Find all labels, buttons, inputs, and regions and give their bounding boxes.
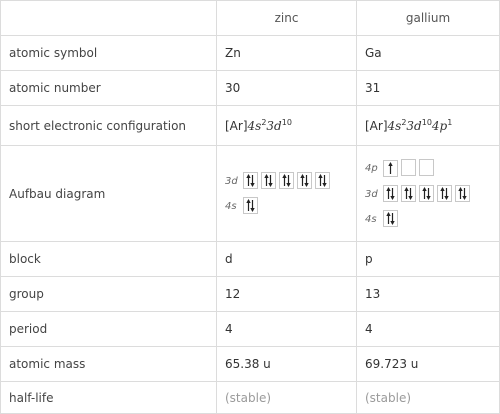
electron-arrows-icon bbox=[385, 186, 396, 201]
orbital-box-up-down bbox=[437, 185, 452, 202]
orbital-label: 4p bbox=[365, 163, 378, 174]
gallium-config bbox=[357, 106, 500, 146]
orbital-boxes bbox=[243, 197, 261, 216]
spin-down-arrow bbox=[322, 183, 326, 187]
spin-up-arrow bbox=[386, 212, 390, 216]
header-empty-cell bbox=[1, 1, 217, 36]
gallium-p-count: 1 bbox=[447, 117, 453, 127]
spin-down-arrow bbox=[444, 196, 448, 200]
spin-down-arrow bbox=[462, 196, 466, 200]
zinc-s-count: 2 bbox=[261, 117, 267, 127]
gallium-value: 13 bbox=[357, 277, 500, 312]
zinc-value: d bbox=[217, 242, 357, 277]
electron-arrows-icon bbox=[245, 173, 256, 188]
gallium-core: [Ar] bbox=[365, 118, 388, 133]
spin-down-arrow bbox=[268, 183, 272, 187]
table-row bbox=[1, 277, 500, 312]
table-row bbox=[1, 36, 500, 71]
gallium-value: 69.723 u bbox=[357, 347, 500, 382]
spin-down-arrow bbox=[426, 196, 430, 200]
table-row bbox=[1, 312, 500, 347]
zinc-value: 12 bbox=[217, 277, 357, 312]
zinc-s-shell: 4s bbox=[247, 118, 262, 133]
zinc-value: Zn bbox=[217, 36, 357, 71]
orbital-box-up-down bbox=[261, 172, 276, 189]
zinc-config bbox=[217, 106, 357, 146]
spin-up-arrow bbox=[422, 187, 426, 191]
spin-up-arrow bbox=[388, 162, 392, 166]
orbital-box-up-down bbox=[279, 172, 294, 189]
gallium-s-shell: 4s bbox=[387, 118, 402, 133]
electron-arrows-icon bbox=[317, 173, 328, 188]
electron-arrows-icon bbox=[245, 198, 256, 213]
spin-down-arrow bbox=[390, 221, 394, 225]
spin-up-arrow bbox=[440, 187, 444, 191]
aufbau-row bbox=[1, 146, 500, 242]
gallium-d-count: 10 bbox=[421, 117, 432, 127]
spin-down-arrow bbox=[390, 196, 394, 200]
orbital-box-up bbox=[383, 160, 398, 177]
electron-arrows-icon bbox=[385, 161, 396, 176]
orbital-boxes bbox=[383, 159, 437, 179]
spin-up-arrow bbox=[246, 174, 250, 178]
orbital-label: 3d bbox=[365, 188, 378, 200]
spin-up-arrow bbox=[386, 187, 390, 191]
spin-up-arrow bbox=[300, 174, 304, 178]
spin-up-arrow bbox=[282, 174, 286, 178]
zinc-value: 4 bbox=[217, 312, 357, 347]
orbital-box-empty bbox=[401, 159, 416, 176]
orbital-row bbox=[365, 159, 491, 179]
orbital-box-up-down bbox=[243, 197, 258, 214]
row-label: block bbox=[1, 242, 217, 277]
orbital-boxes bbox=[243, 172, 333, 191]
table-row bbox=[1, 382, 500, 414]
row-label: period bbox=[1, 312, 217, 347]
orbital-box-up-down bbox=[383, 210, 398, 227]
zinc-core: [Ar] bbox=[225, 118, 248, 133]
gallium-value: Ga bbox=[357, 36, 500, 71]
row-label: atomic symbol bbox=[1, 36, 217, 71]
orbital-box-up-down bbox=[383, 185, 398, 202]
spin-up-arrow bbox=[458, 187, 462, 191]
orbital-box-up-down bbox=[315, 172, 330, 189]
orbital-box-up-down bbox=[401, 185, 416, 202]
gallium-aufbau-diagram bbox=[357, 146, 500, 242]
spin-up-arrow bbox=[264, 174, 268, 178]
gallium-p-shell: 4p bbox=[431, 118, 448, 133]
table-row bbox=[1, 71, 500, 106]
zinc-value: 30 bbox=[217, 71, 357, 106]
spin-up-arrow bbox=[246, 199, 250, 203]
row-label: group bbox=[1, 277, 217, 312]
gallium-value: (stable) bbox=[357, 382, 500, 414]
electron-arrows-icon bbox=[457, 186, 468, 201]
orbital-row bbox=[365, 185, 491, 204]
orbital-box-up-down bbox=[419, 185, 434, 202]
orbital-label: 3d bbox=[225, 175, 238, 187]
zinc-value: 65.38 u bbox=[217, 347, 357, 382]
row-label: atomic number bbox=[1, 71, 217, 106]
electron-arrows-icon bbox=[385, 211, 396, 226]
orbital-box-up-down bbox=[455, 185, 470, 202]
orbital-row bbox=[225, 172, 348, 191]
config-row bbox=[1, 106, 500, 146]
row-label: short electronic configuration bbox=[1, 106, 217, 146]
table-row bbox=[1, 347, 500, 382]
orbital-row bbox=[225, 197, 348, 216]
spin-down-arrow bbox=[286, 183, 290, 187]
electron-arrows-icon bbox=[299, 173, 310, 188]
gallium-value: p bbox=[357, 242, 500, 277]
electron-arrows-icon bbox=[263, 173, 274, 188]
spin-down-arrow bbox=[250, 208, 254, 212]
spin-up-arrow bbox=[318, 174, 322, 178]
row-label: Aufbau diagram bbox=[1, 146, 217, 242]
row-label: half-life bbox=[1, 382, 217, 414]
orbital-label: 4s bbox=[225, 200, 237, 212]
zinc-d-count: 10 bbox=[281, 117, 292, 127]
zinc-d-shell: 3d bbox=[266, 118, 282, 133]
header-gallium: gallium bbox=[357, 1, 500, 36]
table-row bbox=[1, 242, 500, 277]
electron-arrows-icon bbox=[281, 173, 292, 188]
row-label: atomic mass bbox=[1, 347, 217, 382]
gallium-d-shell: 3d bbox=[406, 118, 422, 133]
orbital-box-up-down bbox=[243, 172, 258, 189]
gallium-value: 4 bbox=[357, 312, 500, 347]
header-row bbox=[1, 1, 500, 36]
electron-arrows-icon bbox=[421, 186, 432, 201]
orbital-box-empty bbox=[419, 159, 434, 176]
spin-down-arrow bbox=[408, 196, 412, 200]
spin-up-arrow bbox=[404, 187, 408, 191]
spin-down-arrow bbox=[250, 183, 254, 187]
electron-arrows-icon bbox=[439, 186, 450, 201]
zinc-value: (stable) bbox=[217, 382, 357, 414]
electron-arrows-icon bbox=[403, 186, 414, 201]
orbital-boxes bbox=[383, 185, 473, 204]
orbital-row bbox=[365, 210, 491, 229]
spin-down-arrow bbox=[304, 183, 308, 187]
gallium-s-count: 2 bbox=[401, 117, 407, 127]
orbital-box-up-down bbox=[297, 172, 312, 189]
header-zinc: zinc bbox=[217, 1, 357, 36]
orbital-boxes bbox=[383, 210, 401, 229]
zinc-aufbau-diagram bbox=[217, 146, 357, 242]
gallium-value: 31 bbox=[357, 71, 500, 106]
orbital-label: 4s bbox=[365, 213, 377, 225]
